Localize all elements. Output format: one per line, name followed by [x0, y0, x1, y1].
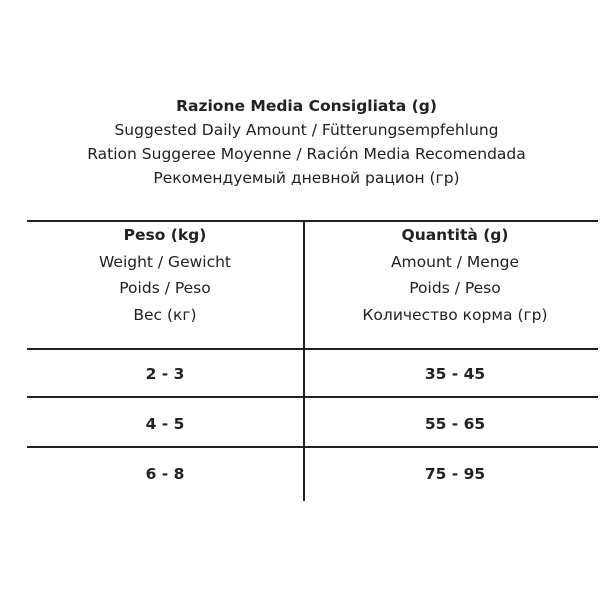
weight-cell: 4 - 5: [145, 415, 185, 433]
amount-cell: 55 - 65: [424, 415, 486, 433]
title-line-russian: Рекомендуемый дневной рацион (гр): [153, 169, 460, 187]
header-weight-line: Вес (кг): [133, 305, 197, 324]
amount-cell: 75 - 95: [424, 465, 486, 483]
header-divider: [27, 348, 598, 350]
weight-cell: 2 - 3: [145, 365, 185, 383]
header-amount-main: Quantità (g): [401, 226, 509, 244]
header-weight-main: Peso (kg): [123, 226, 207, 244]
row-divider-2: [27, 446, 598, 448]
header-amount-line: Количество корма (гр): [362, 305, 548, 324]
header-weight-line: Weight / Gewicht: [98, 252, 232, 271]
title-line-french-spanish: Ration Suggeree Moyenne / Ración Media Recomendada: [87, 145, 526, 163]
header-weight-line: Poids / Peso: [119, 279, 211, 297]
title-block: [0, 94, 600, 190]
document-title: Razione Media Consigliata (g): [176, 97, 437, 115]
amount-cell: 35 - 45: [424, 365, 486, 383]
weight-cell: 6 - 8: [145, 465, 185, 483]
header-weight: [27, 222, 303, 328]
header-amount: [305, 222, 600, 328]
header-amount-line: Amount / Menge: [390, 252, 520, 271]
header-amount-line: Poids / Peso: [409, 279, 501, 297]
row-divider-1: [27, 396, 598, 398]
title-line-english-german: Suggested Daily Amount / Fütterungsempfehlung: [114, 121, 499, 139]
